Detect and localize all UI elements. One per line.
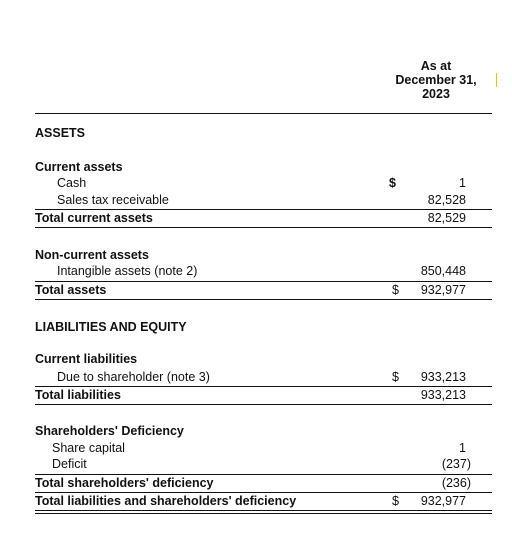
rule [35,209,492,210]
rule [35,492,492,493]
total-assets-value: 932,977 [420,283,466,297]
cash-label: Cash [57,176,87,190]
non-current-assets-heading: Non-current assets [35,248,149,262]
column-edge-marker [496,73,497,87]
shareholders-deficiency-heading: Shareholders' Deficiency [35,424,184,438]
share-capital-value: 1 [459,441,466,455]
rule [35,386,492,387]
rule [35,404,492,405]
total-current-assets-value: 82,529 [427,211,466,225]
column-header-as-at: As at [420,59,452,73]
assets-heading: ASSETS [35,126,86,140]
rule [35,299,492,300]
total-liabilities-value: 933,213 [420,388,466,402]
deficit-value: (237) [441,457,471,471]
cash-value: 1 [459,176,466,190]
rule [35,510,492,511]
cash-currency: $ [389,176,396,190]
intangible-assets-label: Intangible assets (note 2) [57,264,198,278]
rule [35,474,492,475]
due-to-shareholder-label: Due to shareholder (note 3) [57,370,210,384]
sales-tax-value: 82,528 [427,193,466,207]
total-current-assets-label: Total current assets [35,211,153,225]
column-header-date: December 31, [395,73,477,87]
total-shareholders-deficiency-value: (236) [441,476,471,490]
total-assets-label: Total assets [35,283,107,297]
total-shareholders-deficiency-label: Total shareholders' deficiency [35,476,214,490]
current-liabilities-heading: Current liabilities [35,352,138,366]
current-assets-heading: Current assets [35,160,123,174]
intangible-assets-value: 850,448 [420,264,466,278]
due-to-shareholder-value: 933,213 [420,370,466,384]
column-header-year: 2023 [422,87,450,101]
rule [35,227,492,228]
share-capital-label: Share capital [52,441,125,455]
total-liabilities-label: Total liabilities [35,388,121,402]
sales-tax-label: Sales tax receivable [57,193,169,207]
total-liabilities-and-deficiency-currency: $ [392,494,399,508]
deficit-label: Deficit [52,457,87,471]
due-to-shareholder-currency: $ [392,370,399,384]
header-rule [35,113,492,114]
double-rule [35,513,492,514]
total-liabilities-and-deficiency-value: 932,977 [420,494,466,508]
total-assets-currency: $ [392,283,399,297]
liabilities-equity-heading: LIABILITIES AND EQUITY [35,320,187,334]
total-liabilities-and-deficiency-label: Total liabilities and shareholders' deficiency [35,494,297,508]
rule [35,281,492,282]
